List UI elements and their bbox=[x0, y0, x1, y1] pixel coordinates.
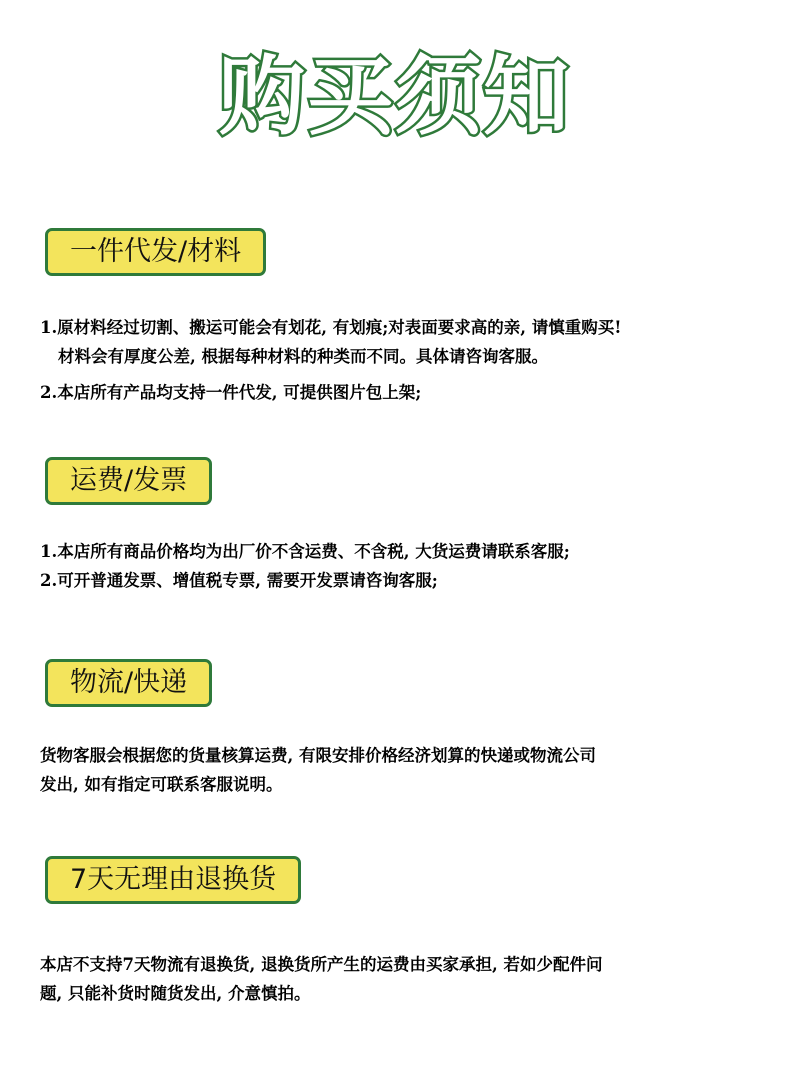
section-body-materials-2 bbox=[40, 378, 775, 407]
section-body-materials bbox=[40, 313, 775, 371]
section-body-logistics bbox=[40, 741, 775, 799]
body-line: 本店不支持7天物流有退换货, 退换货所产生的运费由买家承担, 若如少配件问 bbox=[40, 955, 603, 974]
body-line: 2.本店所有产品均支持一件代发, 可提供图片包上架; bbox=[40, 383, 422, 402]
body-line: 1.原材料经过切割、搬运可能会有划花, 有划痕;对表面要求高的亲, 请慎重购买! bbox=[40, 318, 622, 337]
body-line: 1.本店所有商品价格均为出厂价不含运费、不含税, 大货运费请联系客服; bbox=[40, 542, 570, 561]
section-heading-materials: 一件代发/材料 bbox=[45, 228, 266, 276]
section-body-returns bbox=[40, 950, 775, 1008]
body-line: 材料会有厚度公差, 根据每种材料的种类而不同。具体请咨询客服。 bbox=[58, 347, 548, 366]
section-body-shipping-invoice bbox=[40, 537, 775, 595]
section-heading-logistics: 物流/快递 bbox=[45, 659, 212, 707]
page-title: 购买须知 bbox=[219, 47, 571, 147]
body-line: 2.可开普通发票、增值税专票, 需要开发票请咨询客服; bbox=[40, 571, 438, 590]
section-heading-returns: 7天无理由退换货 bbox=[45, 856, 301, 904]
body-line: 发出, 如有指定可联系客服说明。 bbox=[40, 775, 283, 794]
body-line: 货物客服会根据您的货量核算运费, 有限安排价格经济划算的快递或物流公司 bbox=[40, 746, 596, 765]
body-line: 题, 只能补货时随货发出, 介意慎拍。 bbox=[40, 984, 311, 1003]
section-heading-shipping-invoice: 运费/发票 bbox=[45, 457, 212, 505]
